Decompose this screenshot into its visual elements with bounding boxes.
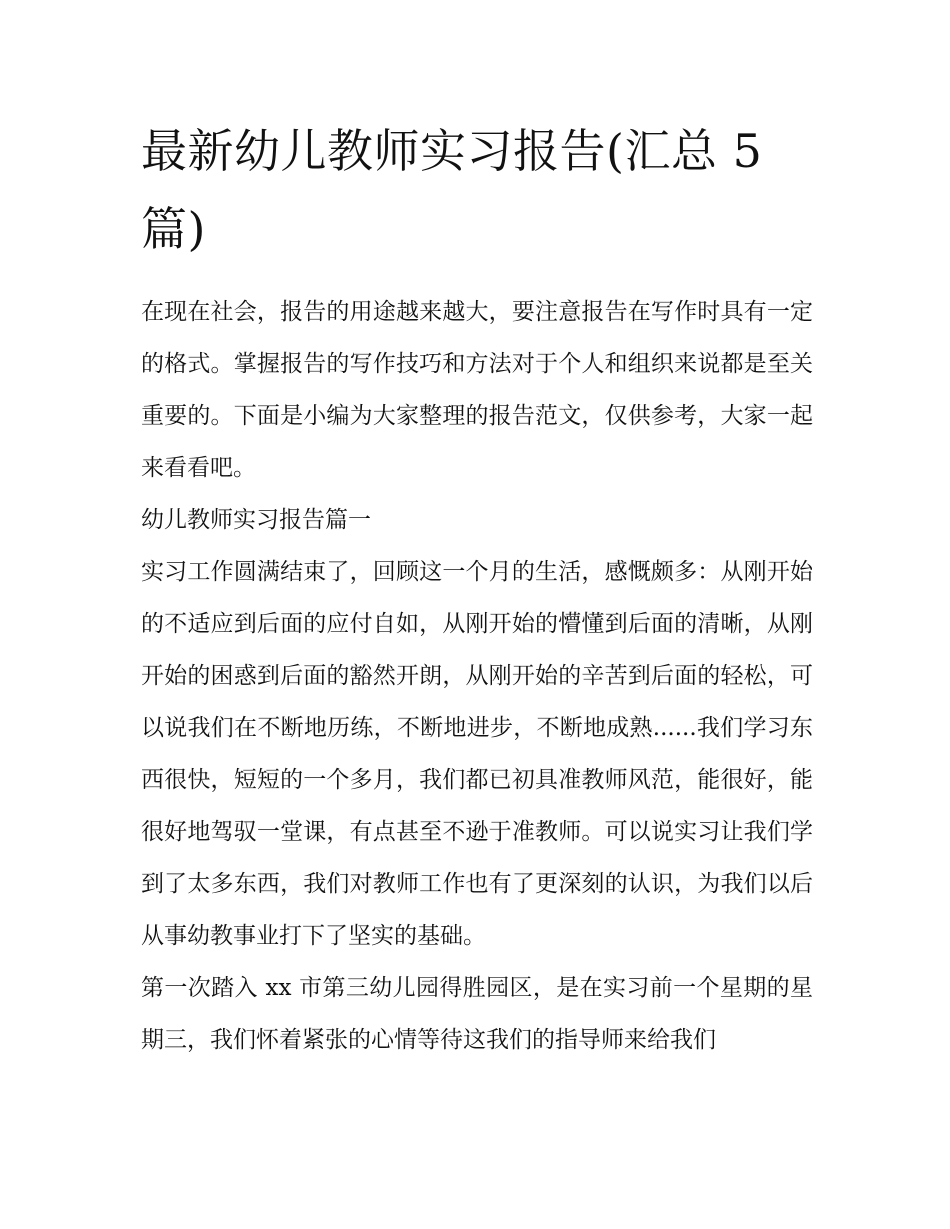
document-title: 最新幼儿教师实习报告(汇总 5 篇) <box>141 124 763 256</box>
body-paragraph: 第一次踏入 xx 市第三幼儿园得胜园区，是在实习前一个星期的星期三，我们怀着紧张的心情等待这我们的指导师来给我们 <box>141 975 813 1053</box>
document-page <box>141 112 813 1066</box>
intro-paragraph: 在现在社会，报告的用途越来越大，要注意报告在写作时具有一定的格式。掌握报告的写作技巧和方法对于个人和组织来说都是至关重要的。下面是小编为大家整理的报告范文，仅供参考，大家一起来看看吧。 <box>141 299 813 481</box>
section-heading: 幼儿教师实习报告篇一 <box>141 507 371 533</box>
body-paragraph: 实习工作圆满结束了，回顾这一个月的生活，感慨颇多：从刚开始的不适应到后面的应付自如，从刚开始的懵懂到后面的清晰，从刚开始的困惑到后面的豁然开朗，从刚开始的辛苦到后面的轻松，可以说我们在不断地历练，不断地进步，不断地成熟......我们学习东西很快，短短的一个多月，我们都已初具准教师风范，能很好，能很好地驾驭一堂课，有点甚至不逊于准教师。可以说实习让我们学到了太多东西，我们对教师工作也有了更深刻的认识，为我们以后从事幼教事业打下了坚实的基础。 <box>141 559 813 949</box>
